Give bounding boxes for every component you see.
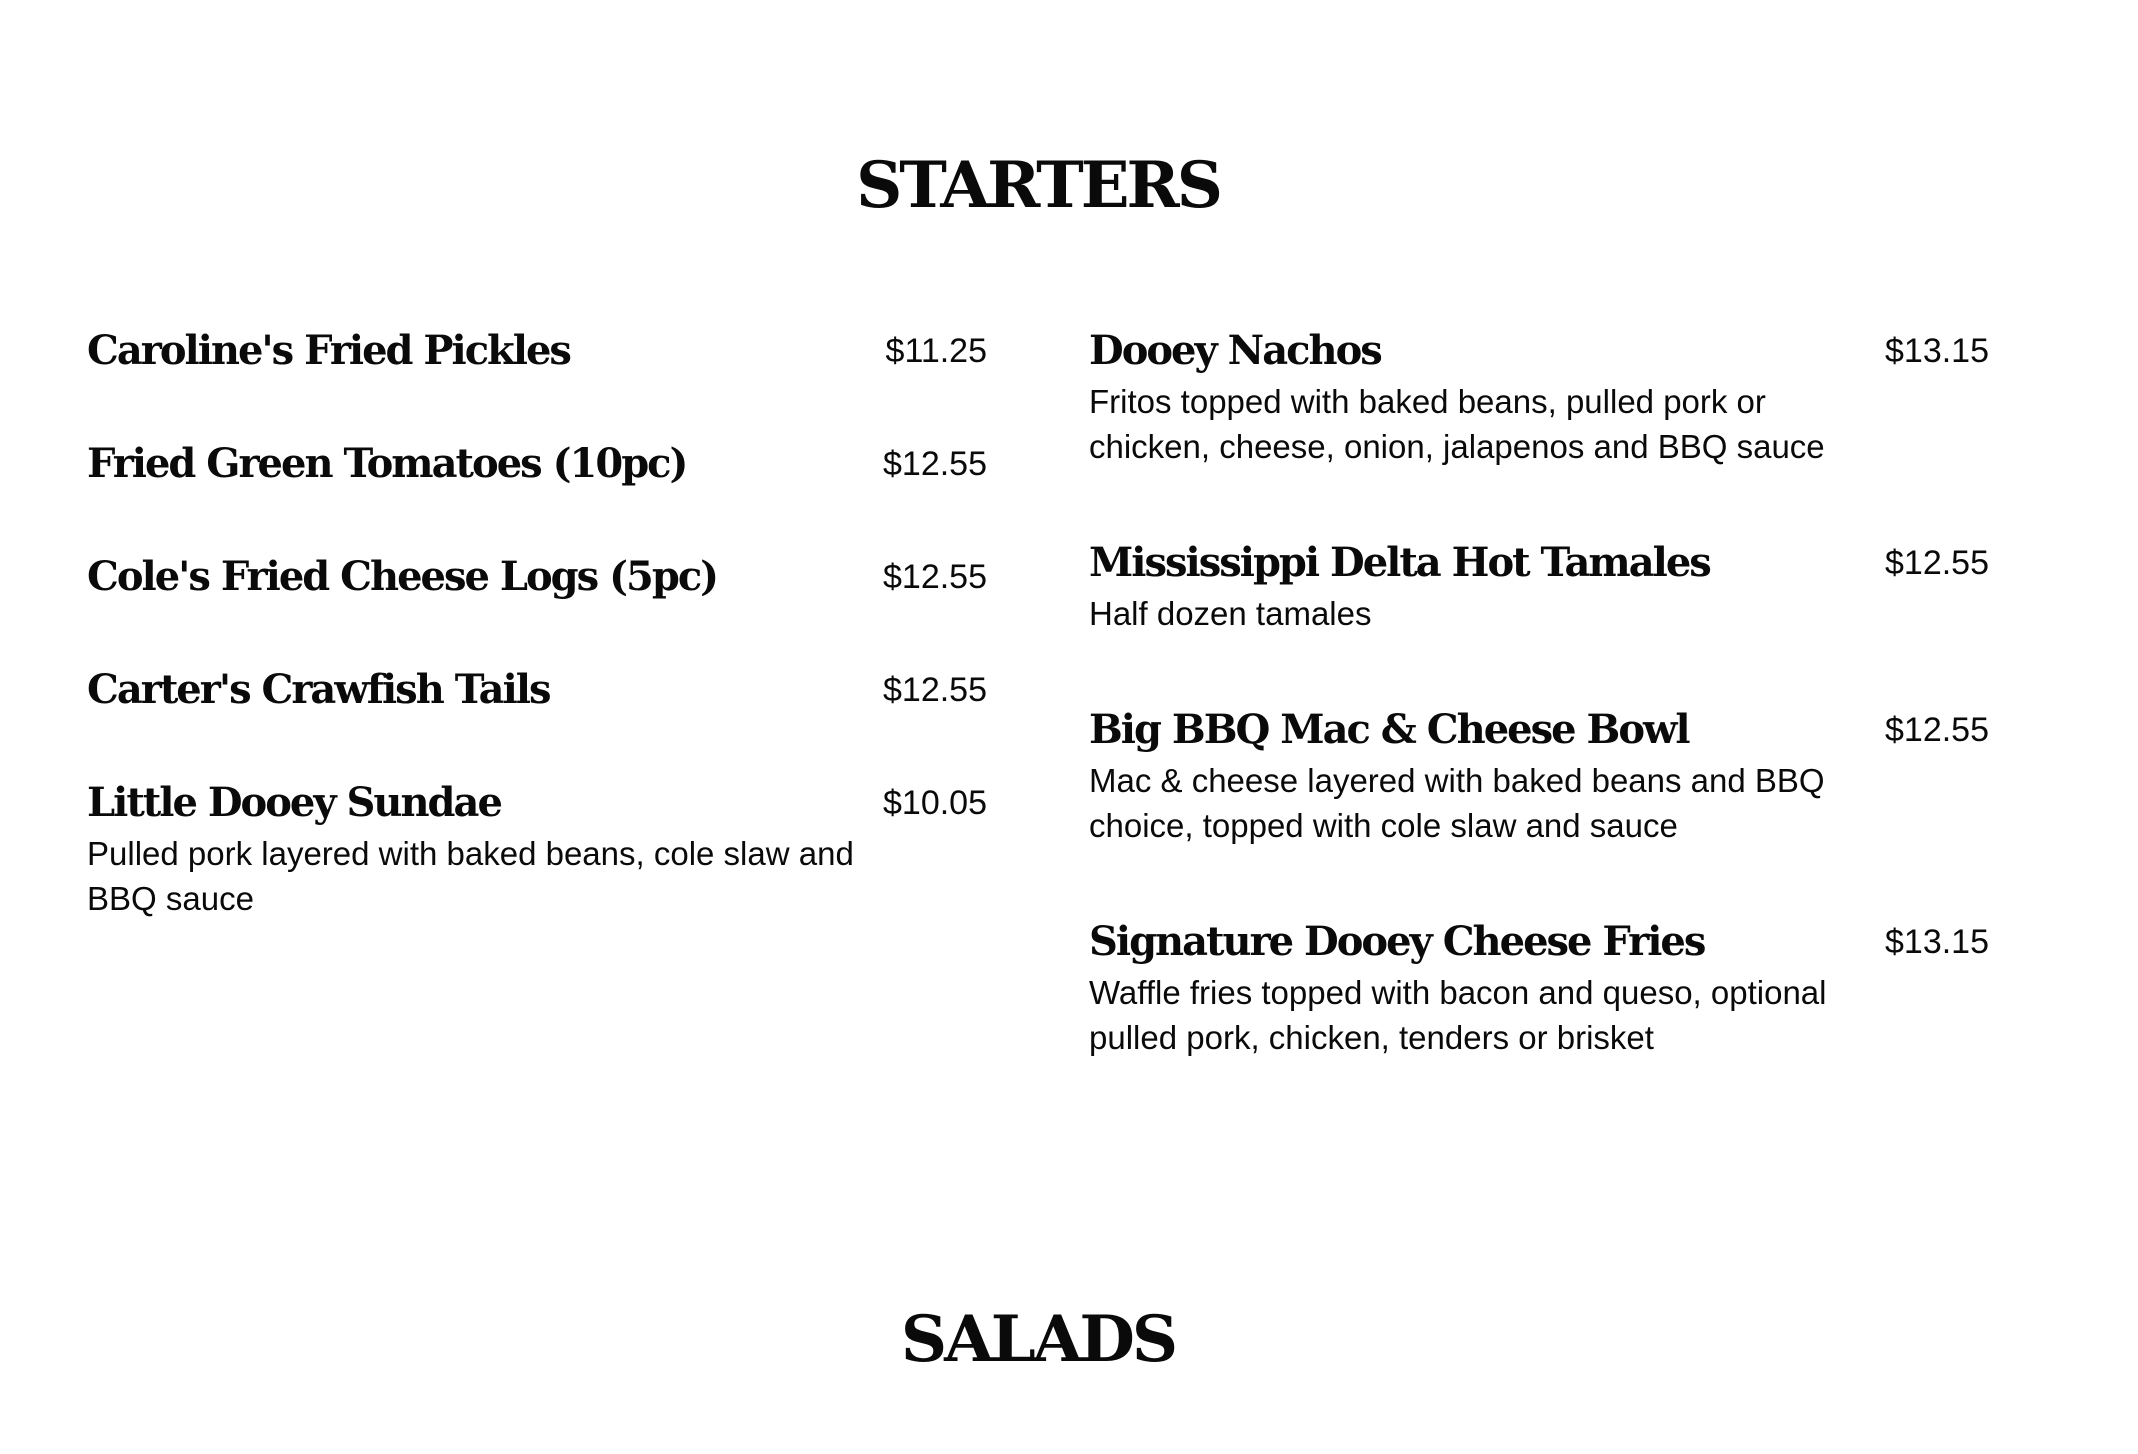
menu-item (1089, 537, 1989, 636)
starters-left-column (87, 325, 987, 982)
menu-item (1089, 325, 1989, 469)
item-name: Cole's Fried Cheese Logs (5pc) (87, 553, 718, 600)
item-price: $13.15 (1885, 923, 1989, 961)
section-title-starters: STARTERS (856, 148, 1220, 223)
item-description: Mac & cheese layered with baked beans and BBQ choice, topped with cole slaw and sauce (1089, 762, 1825, 844)
menu-item (87, 325, 987, 377)
item-name: Caroline's Fried Pickles (87, 327, 570, 374)
item-price: $12.55 (1885, 711, 1989, 749)
item-price: $13.15 (1885, 332, 1989, 370)
item-description: Pulled pork layered with baked beans, cole slaw and BBQ sauce (87, 835, 854, 917)
item-price: $12.55 (883, 445, 987, 483)
item-name: Mississippi Delta Hot Tamales (1089, 539, 1710, 586)
item-description: Half dozen tamales (1089, 595, 1372, 632)
item-name: Little Dooey Sundae (87, 779, 501, 826)
menu-item (1089, 704, 1989, 848)
menu-item (87, 438, 987, 490)
item-description: Fritos topped with baked beans, pulled pork or chicken, cheese, onion, jalapenos and BBQ sauce (1089, 383, 1825, 465)
item-name: Carter's Crawfish Tails (87, 666, 550, 713)
menu-item (87, 664, 987, 716)
item-price: $12.55 (1885, 544, 1989, 582)
item-price: $10.05 (883, 784, 987, 822)
item-name: Fried Green Tomatoes (10pc) (87, 440, 687, 487)
item-name: Signature Dooey Cheese Fries (1089, 918, 1705, 965)
item-price: $11.25 (885, 332, 987, 370)
starters-right-column (1089, 325, 1989, 1128)
item-description: Waffle fries topped with bacon and queso, optional pulled pork, chicken, tenders or brisket (1089, 974, 1827, 1056)
menu-item (1089, 916, 1989, 1060)
section-title-salads: SALADS (900, 1302, 1176, 1377)
item-price: $12.55 (883, 558, 987, 596)
item-price: $12.55 (883, 671, 987, 709)
menu-item (87, 551, 987, 603)
item-name: Big BBQ Mac & Cheese Bowl (1089, 706, 1689, 753)
item-name: Dooey Nachos (1089, 327, 1381, 374)
menu-item (87, 777, 987, 921)
